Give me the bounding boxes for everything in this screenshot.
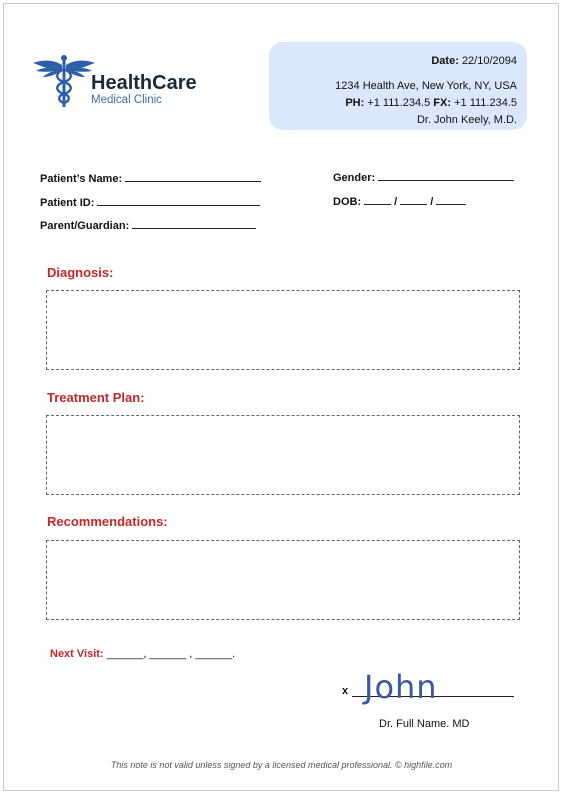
brand-name: HealthCare xyxy=(91,72,197,94)
guardian-field[interactable] xyxy=(40,218,256,232)
dob-day-line[interactable] xyxy=(364,194,391,205)
next-visit[interactable] xyxy=(50,648,235,660)
patient-name-label: Patient’s Name: xyxy=(40,173,123,185)
date-row xyxy=(269,53,517,70)
patient-id-line[interactable] xyxy=(97,195,260,206)
signature-handwriting: John xyxy=(364,668,438,706)
phone-fax-row xyxy=(269,95,517,112)
date-label: Date: xyxy=(431,55,459,67)
address: 1234 Health Ave, New York, NY, USA xyxy=(335,80,517,92)
dob-field[interactable] xyxy=(333,194,466,208)
clinic-info-box xyxy=(269,42,527,130)
brand-subtitle: Medical Clinic xyxy=(91,94,162,106)
dob-separator: / xyxy=(430,196,434,208)
phone-label: PH: xyxy=(345,97,365,109)
patient-id-field[interactable] xyxy=(40,195,260,209)
footer-note: This note is not valid unless signed by a licensed medical professional. © highfile.com xyxy=(110,760,453,770)
patient-id-label: Patient ID: xyxy=(40,197,95,209)
next-visit-blanks[interactable]: ______, ______ , ______. xyxy=(106,648,236,660)
fax-label: FX: xyxy=(433,97,452,109)
gender-label: Gender: xyxy=(333,172,376,184)
dob-year-line[interactable] xyxy=(436,194,466,205)
dob-label: DOB: xyxy=(333,196,362,208)
diagnosis-heading: Diagnosis: xyxy=(47,265,114,280)
treatment-heading: Treatment Plan: xyxy=(47,390,145,405)
gender-line[interactable] xyxy=(378,170,514,181)
dob-month-line[interactable] xyxy=(400,194,427,205)
recommendations-heading: Recommendations: xyxy=(47,514,168,529)
caduceus-icon xyxy=(33,55,95,109)
guardian-line[interactable] xyxy=(132,218,256,229)
patient-name-line[interactable] xyxy=(125,171,261,182)
next-visit-label: Next Visit: xyxy=(50,648,104,660)
treatment-box[interactable] xyxy=(46,415,520,495)
recommendations-box[interactable] xyxy=(46,540,520,620)
date-value: 22/10/2094 xyxy=(461,55,517,67)
diagnosis-box[interactable] xyxy=(46,290,520,370)
fax-value: +1 111.234.5 xyxy=(454,97,517,109)
doctor-name: Dr. John Keely, M.D. xyxy=(416,114,517,126)
guardian-label: Parent/Guardian: xyxy=(40,220,130,232)
patient-name-field[interactable] xyxy=(40,171,261,185)
gender-field[interactable] xyxy=(333,170,514,184)
dob-separator: / xyxy=(394,196,398,208)
signature-x-mark: x xyxy=(342,685,349,697)
signatory-name: Dr. Full Name. MD xyxy=(379,718,470,730)
phone-value: +1 111.234.5 xyxy=(367,97,431,109)
